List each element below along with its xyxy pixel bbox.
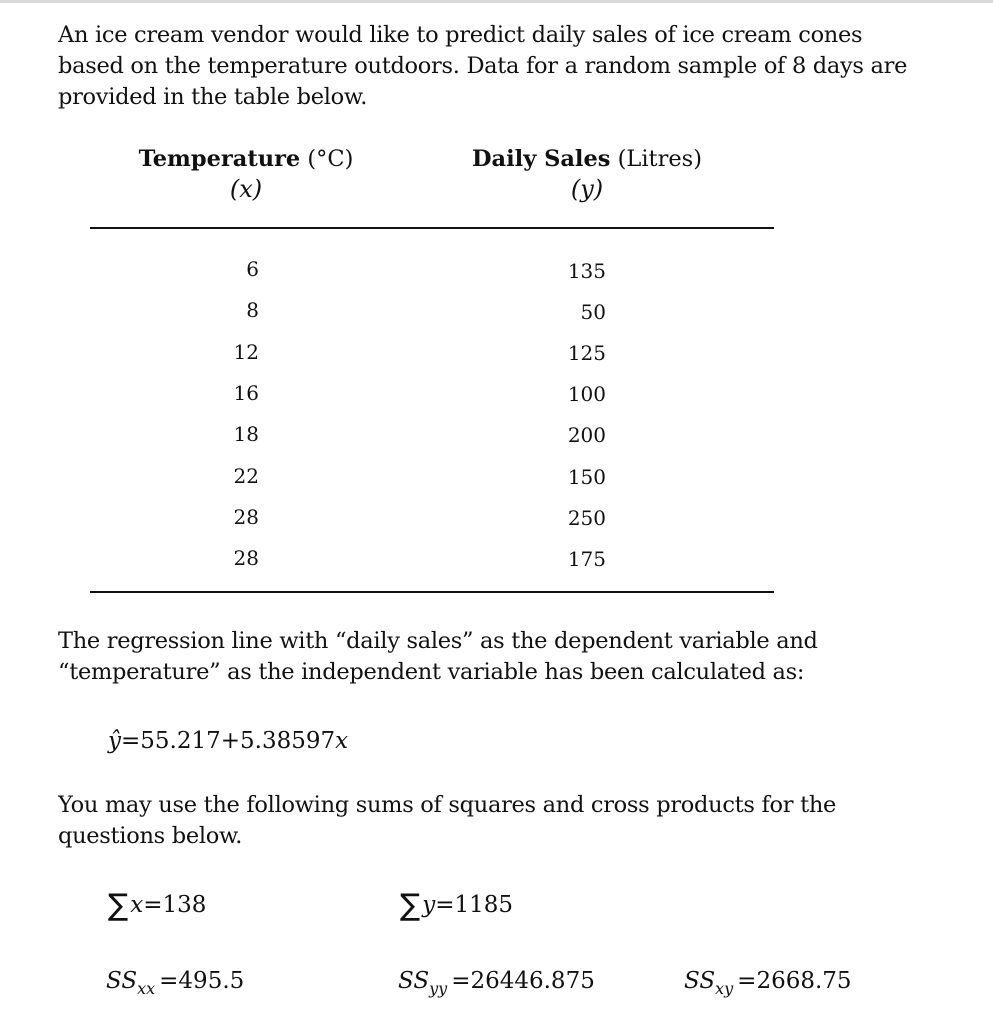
y-variable-label: (y) bbox=[570, 175, 604, 203]
sum-x bbox=[108, 890, 206, 921]
regression-line: “temperature” as the independent variable has been calculated as: bbox=[58, 659, 805, 685]
equation-body: =55.217+5.38597 bbox=[121, 728, 336, 754]
intro-line: based on the temperature outdoors. Data for a random sample of 8 days are bbox=[58, 53, 908, 79]
ss-xy bbox=[684, 966, 852, 1004]
temperature-cell: 12 bbox=[233, 340, 259, 364]
ss-xx-subscript: xx bbox=[137, 979, 156, 998]
table-top-rule bbox=[90, 227, 774, 229]
ss-xy-value: =2668.75 bbox=[737, 968, 852, 994]
sales-cell: 175 bbox=[567, 547, 606, 571]
y-hat-symbol: ŷ bbox=[108, 728, 121, 754]
sum-x-value: =138 bbox=[143, 892, 207, 918]
summation-symbol: ∑ bbox=[400, 888, 421, 923]
intro-line: provided in the table below. bbox=[58, 84, 368, 110]
intro-paragraph bbox=[58, 20, 938, 113]
summation-symbol: ∑ bbox=[108, 888, 129, 923]
sum-y bbox=[400, 890, 513, 921]
sums-line: questions below. bbox=[58, 823, 243, 849]
sales-column-header bbox=[449, 144, 725, 204]
sales-header-unit: (Litres) bbox=[610, 146, 702, 172]
x-variable-label: (x) bbox=[229, 175, 263, 203]
ss-xy-subscript: xy bbox=[715, 979, 734, 998]
sum-x-variable: x bbox=[130, 892, 144, 918]
temperature-cell: 22 bbox=[233, 464, 259, 488]
temperature-cell: 16 bbox=[233, 381, 259, 405]
sums-line: You may use the following sums of squares and cross products for the bbox=[58, 792, 837, 818]
sales-cell: 250 bbox=[567, 506, 606, 530]
sales-cell: 150 bbox=[567, 465, 606, 489]
ss-yy-value: =26446.875 bbox=[451, 968, 595, 994]
ss-yy-subscript: yy bbox=[429, 979, 448, 998]
temperature-cell: 28 bbox=[233, 505, 259, 529]
regression-equation bbox=[108, 726, 348, 756]
temperature-cell: 18 bbox=[233, 422, 259, 446]
sales-cell: 100 bbox=[567, 382, 606, 406]
table-bottom-rule bbox=[90, 591, 774, 593]
ss-label: SS bbox=[684, 968, 716, 994]
temperature-column-header bbox=[113, 144, 379, 204]
sales-cell: 135 bbox=[567, 259, 606, 283]
ss-xx-value: =495.5 bbox=[159, 968, 245, 994]
sales-cell: 200 bbox=[567, 423, 606, 447]
ss-label: SS bbox=[106, 968, 138, 994]
ss-xx bbox=[106, 966, 244, 1004]
sales-cell: 50 bbox=[580, 300, 606, 324]
top-border bbox=[0, 0, 993, 3]
sum-y-variable: y bbox=[422, 892, 436, 918]
sums-paragraph bbox=[58, 790, 938, 852]
temperature-cell: 6 bbox=[246, 257, 259, 281]
intro-line: An ice cream vendor would like to predict daily sales of ice cream cones bbox=[58, 22, 863, 48]
regression-paragraph bbox=[58, 626, 938, 688]
sum-y-value: =1185 bbox=[435, 892, 514, 918]
regression-line: The regression line with “daily sales” as the dependent variable and bbox=[58, 628, 818, 654]
sales-header-label: Daily Sales bbox=[472, 146, 611, 172]
temperature-cell: 28 bbox=[233, 546, 259, 570]
temperature-cell: 8 bbox=[246, 298, 259, 322]
temperature-header-label: Temperature bbox=[138, 146, 301, 172]
temperature-header-unit: (°C) bbox=[300, 146, 354, 172]
ss-label: SS bbox=[398, 968, 430, 994]
ss-yy bbox=[398, 966, 595, 1004]
equation-x-variable: x bbox=[335, 728, 349, 754]
sales-cell: 125 bbox=[567, 341, 606, 365]
